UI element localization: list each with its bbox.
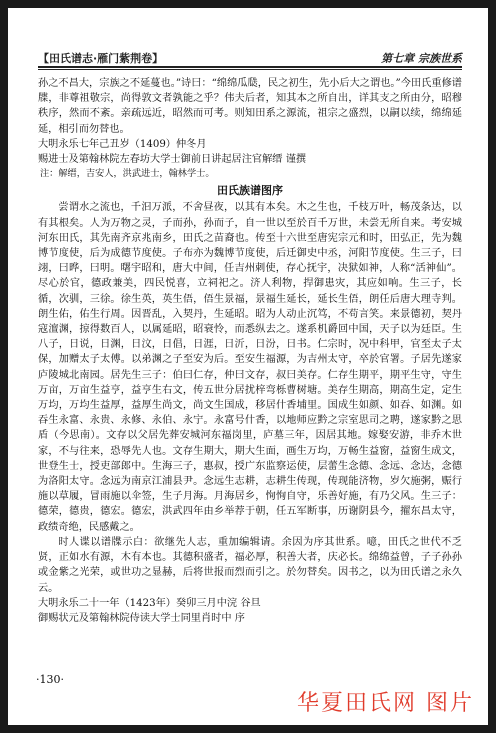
header-chapter-title: 第七章 宗族世系 [381, 52, 462, 65]
intro-paragraph: 孙之不昌大，宗族之不延蔓也。”诗曰：“绵绵瓜瓞，民之初生，先小后大之谓也。”今田氏重修谱牒，非尊祖敬宗，尚得敦文者孰能之乎？伟夫后者，知其本之所自出，详其支之所由分，昭穆秩序，然而不紊。亲疏远近，昭然而可考。则知田系之源流，祖宗之盛烈，以嗣以续，绵绵延延，相引而勿替也。 [38, 78, 462, 135]
page-body [38, 76, 462, 626]
header-rule-thin [38, 69, 462, 70]
preface-paragraph-2: 时人谍以谱牒示白：欲继先人志，重加编辑请。余因为序其世系。噫，田氏之世代不乏贤，正如水有源，木有本也。其德积盛者，福必厚，积善大者，庆必长。绵绵益曾，子子孙孙或金紫之光荣，或世功之显赫，后将世报而烈而引之。於勿替矣。因书之，以为田氏谱之永久云。 [38, 536, 462, 594]
book-page [8, 8, 488, 725]
intro-author-signature: 赐进士及第翰林院左春坊大学士御前日讲起居注官解缙 谨撰 [38, 154, 307, 166]
intro-date-signature: 大明永乐七年己丑岁（1409）仲冬月 [38, 138, 207, 150]
section-heading: 田氏族谱图序 [217, 184, 283, 198]
header-book-title: 【田氏谱志·雁门紫荆卷】 [38, 52, 164, 65]
intro-footnote: 注：解缙，吉安人，洪武进士，翰林学士。 [40, 168, 215, 180]
running-header [38, 50, 462, 68]
preface-date-signature: 大明永乐二十一年（1423年）癸卯三月中浣 谷旦 [38, 597, 261, 609]
preface-author-signature: 御赐状元及第翰林院侍读大学士同里肖时中 序 [38, 612, 245, 624]
page-number: ·130· [36, 673, 64, 686]
header-rule [38, 66, 462, 68]
preface-paragraph-1: 尝谓水之流也，千汩万派，不舍昼夜，以其有本矣。木之生也，千枝万叶，畅茂条达，以有其根矣。人为万物之灵，子而孙，孙而子，自一世以至於百千万世，未尝无所自来。考安城河东田氏，其先南齐京兆南乡，田氏之苗裔也。传至十六世至唐宪宗元和时，田弘正，先为魏博节度使，后为成德节度使。子布亦为魏博节度使，后迁御史中丞，河阳节度使。生三子，曰翊，曰晔，曰明。曙宇昭和，唐大中间，任吉州刺使，存心抚宇，决狱如神，人称“活神仙”。尽心於官，德政兼美，四民悦喜，立祠祀之。济人利物，捍御患灾，其应如响。生三子，长循，次驯，三徐。徐生英，英生俉，俉生景福，景福生延长，延长生俉，朗任后唐大理寺判。朗生佑，佑生行周。因晋乱，入契丹，生延昭。昭为人动止沉笃，不苟言笑。来景德初，契丹寇澶渊，掠得数百人，以属延昭，昭衰怜，而悉纵去之。遂系机爵回中国，天子以为廷臣。生八子，日说，日渊，日汶，日倡，日涯，日沂，日汾，日书。仁宗时，况中科甲，官至太子太保，加赠太子太傅。以弟渊之子至安为后。至安生福源，为吉州太守，卒於官署。子居先遂家庐陵城北南园。居先生三子：伯曰仁存，仲曰文存，叔曰美存。仁存生期平，期平生守，守生万亩，万亩生益亨，益亨生右文，传五世分居扰梓弯栎曹树塘。美存生期高，期高生定，定生万均，万均生益厚，益厚生尚文，尚文生国成，移居什香埔里。国成生如颜、如吞、如渊。如吞生永富、永贵、永修、永伯、永宁。永富号什香，以地师应黔之宗室思司之聘，遂家黔之思盾（今思南）。文存以父居先葬安城河东福岗里，庐墓三年，因居其地。嫁娶安游，非乔木世家，不与往来，恐辱先人也。文存生期大，期大生面，画生万均，万畅生益窗，益窗生成文，世登生士，授吏部郎中。生海三子，惠叔，授广东监察运使，层蕾生念德、念远、念达，念德为洛阳太守。念远为南京江浦县尹。念远生志耕，志耕生传现，传现能济物，岁欠施粥，赈行施以草履，冒雨施以伞签，生子月海。月海居乡，恂恂自守，乐善好施，有乃父风。生三子：德荣，德贵，德宏。德宏，洪武四年由乡举荐于朝，任五军断事，历谢阴县今，擢东昌太守，政绩奇绝，民感戴之。 [38, 202, 462, 533]
watermark-text: 华夏田氏网 图片 [297, 691, 474, 716]
